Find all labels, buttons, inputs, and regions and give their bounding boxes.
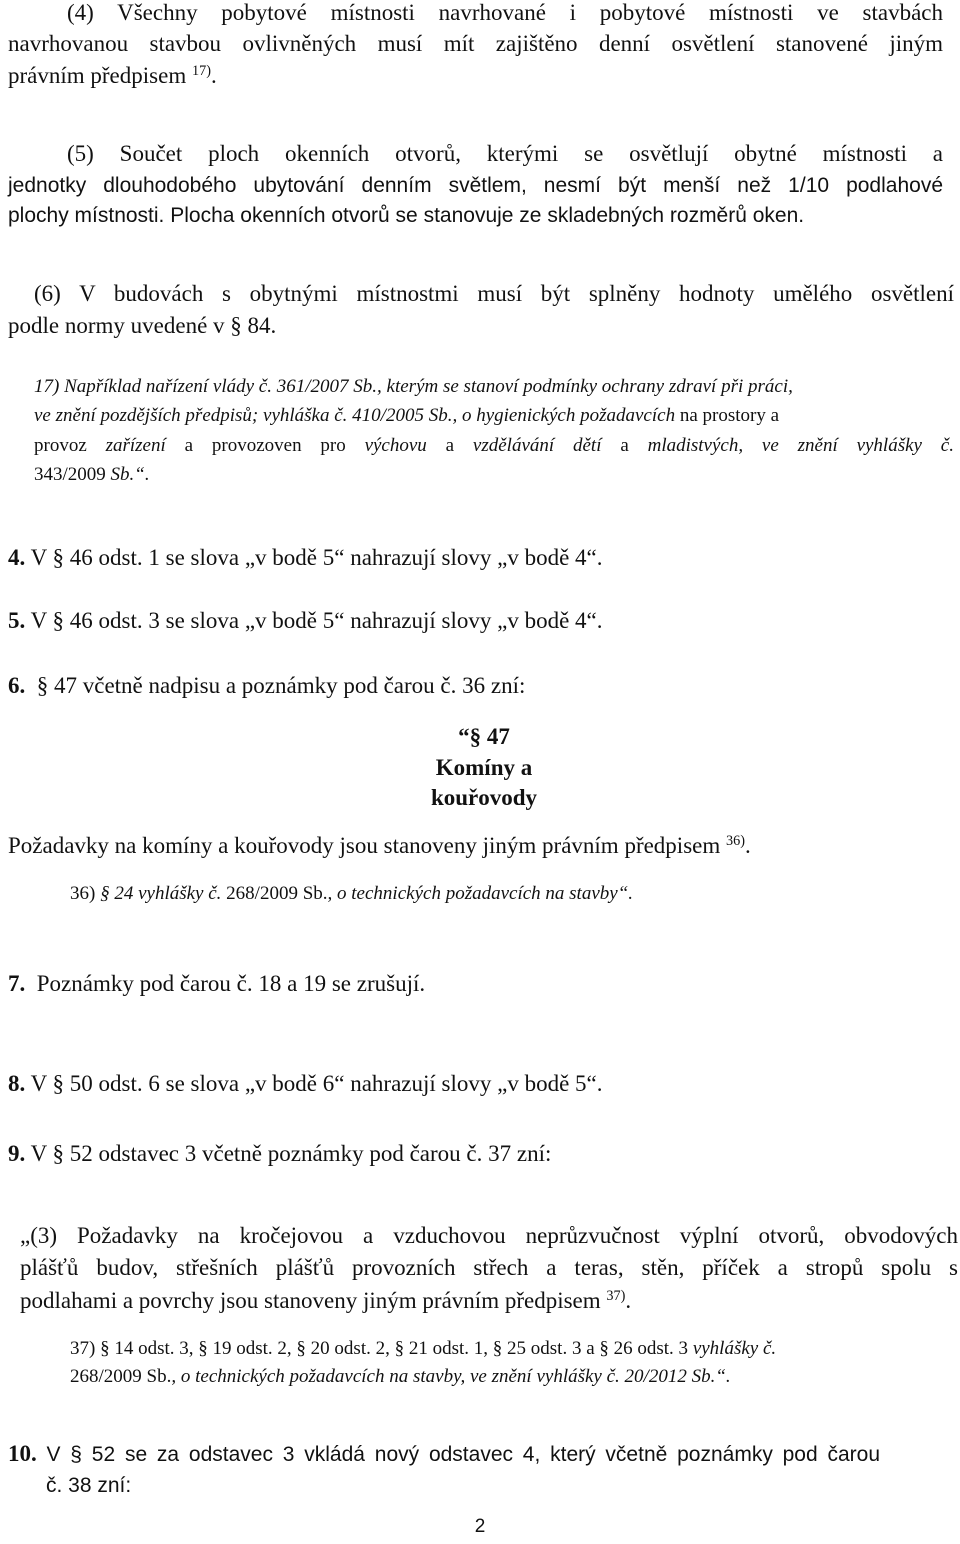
footnote-ref-36: 36) bbox=[726, 833, 745, 850]
footnote-37-line-2: 268/2009 Sb., o technických požadavcích na stavby, ve znění vyhlášky č. 20/2012 Sb.“. bbox=[70, 1366, 731, 1387]
section-52-para-3-line-2: plášťů budov, střešních plášťů provozních střech a teras, stěn, příček a stropů spolu s bbox=[20, 1255, 958, 1280]
section-47-title-line-1: Komíny a bbox=[435, 755, 533, 780]
paragraph-5-line-2: jednotky dlouhodobého ubytování denním světlem, nesmí být menší než 1/10 podlahové bbox=[8, 174, 943, 197]
item-7: 7. Poznámky pod čarou č. 18 a 19 se zrušují. bbox=[8, 971, 426, 996]
footnote-17-line-2: ve znění pozdějších předpisů; vyhláška č. 410/2005 Sb., o hygienických požadavcích na prostory a bbox=[34, 405, 780, 426]
paragraph-6-line-2: podle normy uvedené v § 84. bbox=[8, 313, 277, 338]
item-10-line-1: 10. V § 52 se za odstavec 3 vkládá nový odstavec 4, který včetně poznámky pod čarou bbox=[8, 1441, 881, 1466]
footnote-ref-17: 17) bbox=[191, 63, 211, 80]
footnote-17-line-1: 17) Například nařízení vlády č. 361/2007 Sb., kterým se stanoví podmínky ochrany zdraví při práci, bbox=[34, 376, 793, 397]
paragraph-4-line-1: (4) Všechny pobytové místnosti navrhované i pobytové místnosti ve stavbách bbox=[67, 0, 943, 25]
section-47-heading: “§ 47 bbox=[458, 724, 510, 749]
item-5: 5. V § 46 odst. 3 se slova „v bodě 5“ nahrazují slovy „v bodě 4“. bbox=[8, 608, 603, 633]
footnote-ref-37: 37) bbox=[606, 1288, 626, 1305]
paragraph-6-line-1: (6) V budovách s obytnými místnostmi musí být splněny hodnoty umělého osvětlení bbox=[34, 281, 954, 306]
section-52-para-3-line-3: podlahami a povrchy jsou stanoveny jiným právním předpisem $^{37)}$. bbox=[20, 1288, 632, 1313]
item-9: 9. V § 52 odstavec 3 včetně poznámky pod čarou č. 37 zní: bbox=[8, 1141, 552, 1166]
item-8: 8. V § 50 odst. 6 se slova „v bodě 6“ nahrazují slovy „v bodě 5“. bbox=[8, 1071, 603, 1096]
footnote-37-line-1: 37) § 14 odst. 3, § 19 odst. 2, § 20 odst. 2, § 21 odst. 1, § 25 odst. 3 a § 26 odst. 3 vyhlášky č. bbox=[70, 1338, 777, 1359]
section-47-title-line-2: kouřovody bbox=[430, 785, 538, 810]
paragraph-4-line-2: navrhovanou stavbou ovlivněných musí mít zajištěno denní osvětlení stanovené jiným bbox=[8, 31, 943, 56]
footnote-36: 36) § 24 vyhlášky č. 268/2009 Sb., o technických požadavcích na stavby“. bbox=[70, 883, 634, 904]
section-52-para-3-line-1: „(3) Požadavky na kročejovou a vzduchovou neprůzvučnost výplní otvorů, obvodových bbox=[20, 1223, 958, 1248]
footnote-17-line-4: 343/2009 Sb.“. bbox=[34, 464, 150, 485]
item-4: 4. V § 46 odst. 1 se slova „v bodě 5“ nahrazují slovy „v bodě 4“. bbox=[8, 545, 603, 570]
paragraph-5-line-3: plochy místnosti. Plocha okenních otvorů se stanovuje ze skladebných rozměrů oken. bbox=[8, 204, 805, 227]
page-number: 2 bbox=[474, 1516, 486, 1537]
item-10-line-2: č. 38 zní: bbox=[46, 1474, 132, 1497]
paragraph-5-line-1: (5) Součet ploch okenních otvorů, kterými se osvětlují obytné místnosti a bbox=[67, 141, 943, 166]
paragraph-4-line-3: právním předpisem $^{17)}$. bbox=[8, 63, 217, 88]
item-6: 6. § 47 včetně nadpisu a poznámky pod čarou č. 36 zní: bbox=[8, 673, 526, 698]
section-47-text: Požadavky na komíny a kouřovody jsou stanoveny jiným právním předpisem $^{36)}$. bbox=[8, 833, 751, 858]
footnote-17-line-3: provoz zařízení a provozoven pro výchovu a vzdělávání dětí a mladistvých, ve znění vyhlášky č. bbox=[34, 435, 954, 456]
